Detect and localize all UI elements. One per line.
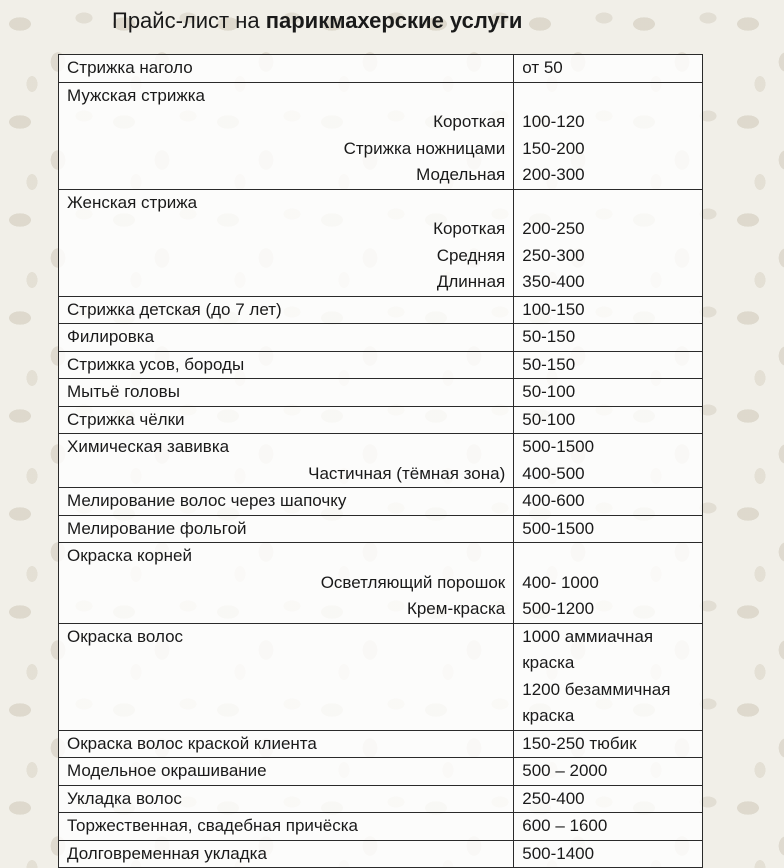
service-cell <box>59 379 514 407</box>
service-name: Мужская стрижка <box>67 85 205 105</box>
service-name: Стрижка детская (до 7 лет) <box>67 299 282 319</box>
service-name: Укладка волос <box>67 788 182 808</box>
price-value: 400-600 <box>522 491 585 510</box>
price-cell <box>514 785 703 813</box>
price-value <box>522 83 694 110</box>
price-cell <box>514 840 703 868</box>
service-cell <box>59 189 514 296</box>
price-cell <box>514 488 703 516</box>
service-cell <box>59 488 514 516</box>
service-cell <box>59 813 514 841</box>
sub-service-name: Короткая <box>433 219 506 238</box>
sub-service-name: Модельная <box>416 165 506 184</box>
price-value: 250-400 <box>522 788 585 808</box>
service-cell <box>59 406 514 434</box>
service-cell <box>59 730 514 758</box>
price-value: 1200 безаммичная <box>522 679 671 699</box>
sub-price-value: 100-120 <box>522 112 585 131</box>
price-cell <box>514 379 703 407</box>
service-cell <box>59 623 514 730</box>
sub-service-name: Частичная (тёмная зона) <box>308 463 506 483</box>
price-table <box>58 54 703 868</box>
price-row <box>59 730 703 758</box>
title-bold: парикмахерские услуги <box>265 8 523 33</box>
price-value: 150-250 тюбик <box>522 733 637 753</box>
service-cell <box>59 351 514 379</box>
price-cell <box>514 189 703 296</box>
price-value: 500-1500 <box>522 437 595 456</box>
price-row <box>59 623 703 730</box>
service-cell <box>59 543 514 624</box>
sub-price-value: 350-400 <box>522 272 585 291</box>
sub-price-value: 400- 1000 <box>522 572 599 592</box>
service-cell <box>59 296 514 324</box>
price-value <box>522 190 694 217</box>
service-cell <box>59 55 514 83</box>
service-name: Стрижка усов, бороды <box>67 354 245 374</box>
price-row <box>59 543 703 624</box>
price-row <box>59 296 703 324</box>
sub-price-value: 250-300 <box>522 245 585 265</box>
price-value: 600 – 1600 <box>522 816 608 835</box>
sub-price-value: 200-250 <box>522 219 585 238</box>
price-row <box>59 488 703 516</box>
price-value: 50-150 <box>522 327 576 346</box>
price-value: 100-150 <box>522 299 585 319</box>
price-row <box>59 189 703 296</box>
service-name: Окраска волос краской клиента <box>67 733 317 753</box>
price-value: краска <box>522 706 575 725</box>
price-cell <box>514 758 703 786</box>
service-name: Торжественная, свадебная причёска <box>67 816 358 835</box>
service-cell <box>59 758 514 786</box>
price-value: 50-100 <box>522 409 576 429</box>
price-cell <box>514 730 703 758</box>
sub-price-value: 500-1200 <box>522 599 595 618</box>
service-name: Химическая завивка <box>67 437 230 456</box>
service-name: Стрижка наголо <box>67 58 193 77</box>
price-value: 1000 аммиачная <box>522 626 654 646</box>
price-cell <box>514 623 703 730</box>
price-row <box>59 840 703 868</box>
price-value: краска <box>522 653 575 672</box>
sub-price-value: 150-200 <box>522 138 585 158</box>
sub-service-name: Крем-краска <box>406 599 506 618</box>
service-name: Модельное окрашивание <box>67 761 267 780</box>
service-name: Долговременная укладка <box>67 843 267 863</box>
price-row <box>59 758 703 786</box>
price-row <box>59 785 703 813</box>
sub-price-value: 400-500 <box>522 463 585 483</box>
service-cell <box>59 82 514 189</box>
service-name: Стрижка чёлки <box>67 409 185 429</box>
sub-service-name: Стрижка ножницами <box>343 138 506 158</box>
price-cell <box>514 296 703 324</box>
price-cell <box>514 434 703 488</box>
price-cell <box>514 406 703 434</box>
sub-service-name: Длинная <box>436 272 506 291</box>
sub-service-name: Средняя <box>436 245 506 265</box>
price-row <box>59 55 703 83</box>
service-cell <box>59 840 514 868</box>
price-value: 500-1500 <box>522 518 595 538</box>
service-cell <box>59 785 514 813</box>
service-cell <box>59 515 514 543</box>
price-value: от 50 <box>522 58 563 77</box>
sub-service-name: Короткая <box>433 112 506 131</box>
price-value <box>522 543 694 570</box>
price-value: 50-150 <box>522 354 576 374</box>
service-name: Мелирование волос через шапочку <box>67 491 347 510</box>
price-cell <box>514 543 703 624</box>
price-row <box>59 813 703 841</box>
sub-price-value: 200-300 <box>522 165 585 184</box>
sub-service-name: Осветляющий порошок <box>320 572 506 592</box>
price-cell <box>514 813 703 841</box>
price-row <box>59 324 703 352</box>
service-cell <box>59 434 514 488</box>
price-cell <box>514 55 703 83</box>
price-cell <box>514 82 703 189</box>
price-cell <box>514 515 703 543</box>
price-table-body <box>59 55 703 868</box>
service-name: Окраска корней <box>67 546 192 565</box>
price-row <box>59 379 703 407</box>
service-name: Мытьё головы <box>67 382 180 401</box>
price-row <box>59 351 703 379</box>
price-list-sheet <box>58 54 703 868</box>
price-value: 500 – 2000 <box>522 761 608 780</box>
price-value: 50-100 <box>522 382 576 401</box>
service-name: Мелирование фольгой <box>67 518 247 538</box>
service-name: Филировка <box>67 327 155 346</box>
price-row <box>59 82 703 189</box>
price-row <box>59 515 703 543</box>
service-name: Окраска волос <box>67 626 184 646</box>
price-row <box>59 406 703 434</box>
service-cell <box>59 324 514 352</box>
price-row <box>59 434 703 488</box>
page-title <box>112 6 522 36</box>
price-cell <box>514 324 703 352</box>
title-prefix: Прайс-лист на <box>112 8 266 33</box>
price-value: 500-1400 <box>522 843 595 863</box>
price-cell <box>514 351 703 379</box>
service-name: Женская стрижа <box>67 192 198 212</box>
